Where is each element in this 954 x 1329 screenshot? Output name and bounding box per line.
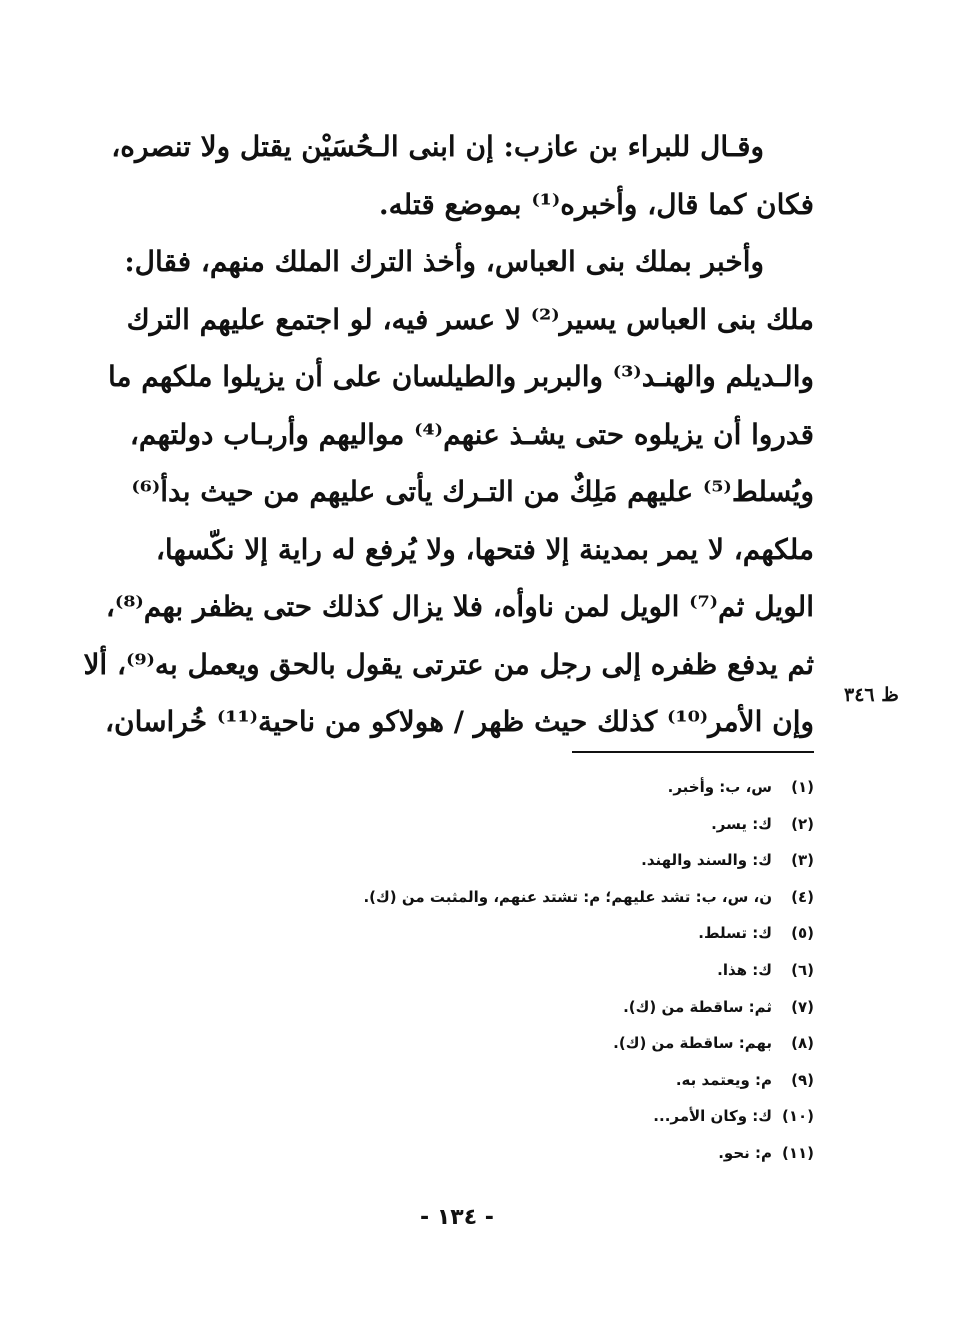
footnote-item: [250, 769, 814, 806]
footnote-item: [250, 806, 814, 843]
text-line: ملكهم، لا يمر بمدينة إلا فتحها، ولا يُرفع له راية إلا نكّسها،: [155, 532, 814, 566]
footnote-item: [250, 915, 814, 952]
text-line: قدروا أن يزيلوه حتى يشـذ عنهم⁽⁴⁾ مواليهم وأربـاب دولتهم،: [129, 417, 814, 451]
text-line: الويل ثم⁽⁷⁾ الويل لمن ناوأه، فلا يزال كذلك حتى يظفر بهم⁽⁸⁾،: [105, 590, 814, 623]
footnote-item: [250, 879, 814, 916]
footnote-text: ك: تسلط.: [698, 924, 772, 943]
footnote-number: (٢): [791, 814, 814, 833]
page-number: - ١٣٤ -: [420, 1205, 494, 1230]
footnote-text: ثم: ساقطة من (ك).: [623, 997, 772, 1016]
footnote-item: [250, 1098, 814, 1135]
footnote-item: [250, 952, 814, 989]
footnote-text: ن، س، ب: تشد عليهم؛ م: تشتد عنهم، والمثبت من (ك).: [363, 887, 772, 906]
footnote-text: ك: هذا.: [717, 960, 772, 979]
footnote-text: س، ب: وأخبر.: [667, 778, 772, 796]
footnote-number: (٤): [791, 887, 814, 906]
footnote-item: [250, 1135, 814, 1172]
footnote-item: [250, 842, 814, 879]
text-line: وقـال للبراء بن عازب: إن ابنى الـحُسَيْن يقتل ولا تنصره،: [111, 130, 764, 163]
text-line: والـديلم والهنـد⁽³⁾ والبربر والطيلسان على أن يزيلوا ملكهم ما: [107, 360, 814, 393]
text-line: وأخبر بملك بنى العباس، وأخذ الترك الملك منهم، فقال:: [124, 245, 764, 278]
footnote-item: [250, 1025, 814, 1062]
footnote-number: (٧): [791, 997, 814, 1016]
footnote-number: (٦): [791, 960, 814, 979]
footnote-item: [250, 989, 814, 1026]
footnote-item: [250, 1062, 814, 1099]
manuscript-folio-marker: ظ ٣٤٦: [844, 684, 899, 706]
footnote-text: ك: وكان الأمر...: [653, 1107, 772, 1126]
footnote-number: (١): [791, 778, 814, 796]
text-line: فكان كما قال، وأخبره⁽¹⁾ بموضع قتله.: [378, 187, 814, 221]
main-text-block: [83, 118, 814, 751]
footnote-divider: [572, 751, 814, 753]
text-line: ثم يدفع ظفره إلى رجل من عترتى يقول بالحق ويعمل به⁽⁹⁾، ألا: [83, 647, 814, 681]
footnote-number: (١١): [781, 1143, 814, 1162]
footnote-number: (٨): [791, 1034, 814, 1053]
footnote-number: (٣): [791, 851, 814, 870]
footnote-number: (٩): [791, 1070, 814, 1089]
footnotes-list: [250, 769, 814, 1172]
footnote-text: بهم: ساقطة من (ك).: [613, 1034, 772, 1053]
text-line: وإن الأمر⁽¹⁰⁾ كذلك حيث ظهر / هولاكو من ناحية⁽¹¹⁾ خُراسان،: [104, 705, 814, 738]
footnote-number: (١٠): [781, 1107, 814, 1126]
footnote-text: ك: يسر.: [711, 814, 772, 833]
footnote-text: م: ويعتمد به.: [675, 1070, 772, 1089]
footnote-text: م: نحو.: [718, 1143, 772, 1162]
text-line: ملك بنى العباس يسير⁽²⁾ لا عسر فيه، لو اجتمع عليهم الترك: [126, 302, 814, 336]
footnote-text: ك: والسند والهند.: [641, 851, 772, 870]
text-line: ويُسلط⁽⁵⁾ عليهم مَلِكٌ من التـرك يأتى عليهم من حيث بدأ⁽⁶⁾: [131, 475, 814, 508]
footnote-number: (٥): [791, 924, 814, 943]
